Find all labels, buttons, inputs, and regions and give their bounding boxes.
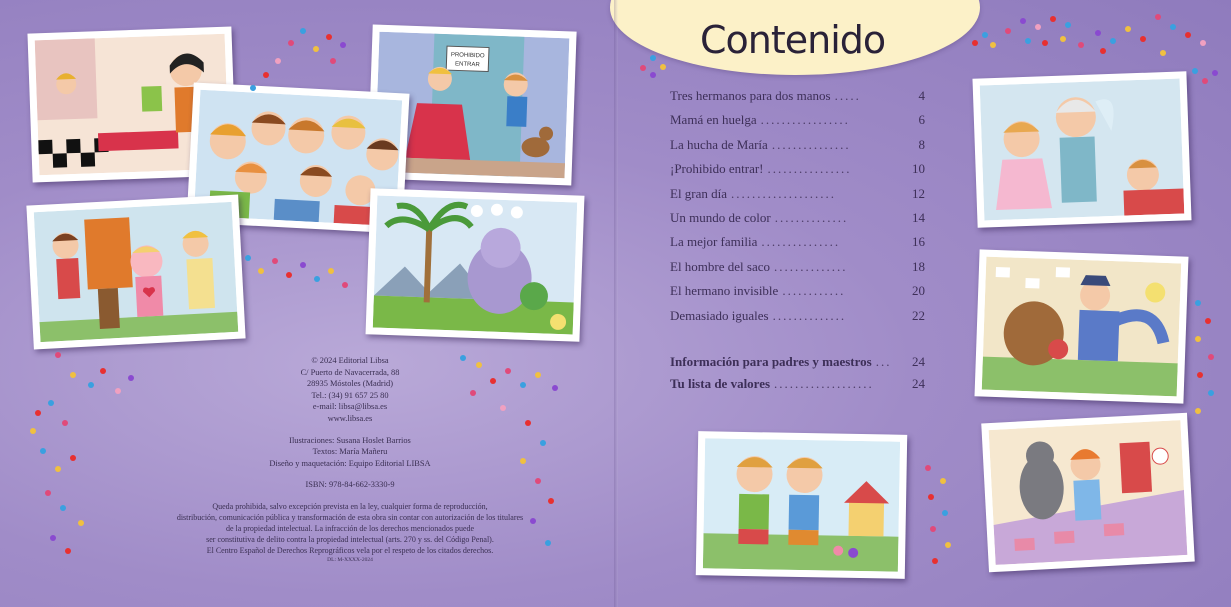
isbn-line: ISBN: 978-84-662-3330-9 <box>305 480 395 490</box>
toc-leader-dots: .................... <box>731 185 837 201</box>
toc-extra-entry[interactable] <box>670 376 925 396</box>
toc-entry[interactable] <box>670 283 925 303</box>
toc-leader-dots: ............... <box>771 136 851 152</box>
legal-line-2: distribución, comunicación pública y transformación de esta obra sin contar con autorización de los titulares <box>176 512 524 522</box>
door-sign-line1: PROHIBIDO <box>450 52 485 60</box>
toc-entry[interactable] <box>670 259 925 279</box>
toc-entry-page: 24 <box>912 354 925 369</box>
toc-entry-title: El gran día <box>670 185 728 201</box>
phone-line: Tel.: (34) 91 657 25 80 <box>311 390 389 400</box>
toc-entry-title: Información para padres y maestros <box>670 354 872 369</box>
illustration-invisible-brother <box>981 413 1195 573</box>
toc-leader-dots: ................... <box>774 376 874 391</box>
author-line: Textos: María Mañeru <box>312 447 388 457</box>
illustration-baby-and-family <box>26 195 245 350</box>
toc-leader-dots: ... <box>875 354 892 369</box>
contents-title: Contenido <box>700 18 886 62</box>
publisher-line: © 2024 Editorial Libsa <box>311 356 389 365</box>
toc-leader-dots: ............... <box>761 234 841 250</box>
toc-entry[interactable] <box>670 88 925 108</box>
toc-entry-title: La hucha de María <box>670 136 768 152</box>
legal-line-4: ser constitutiva de delito contra la propiedad intelectual (arts. 270 y ss. del Código Penal). <box>206 534 494 544</box>
toc-leader-dots: .............. <box>774 210 849 225</box>
toc-entry-page: 20 <box>912 283 925 299</box>
toc-leader-dots: .............. <box>772 307 847 323</box>
toc-entry[interactable] <box>670 186 925 206</box>
toc-entry-title: Tres hermanos para dos manos <box>670 88 831 103</box>
toc-entry-title: Demasiado iguales <box>670 307 769 323</box>
toc-leader-dots: ............ <box>782 283 846 299</box>
toc-entry-title: La mejor familia <box>670 234 758 250</box>
illustration-hippo-jungle <box>366 188 585 341</box>
toc-entry-title: ¡Prohibido entrar! <box>670 161 764 177</box>
copyright-credits <box>140 355 560 564</box>
door-sign-line2: ENTRAR <box>454 61 480 69</box>
email-line: e-mail: libsa@libsa.es <box>312 402 388 412</box>
legal-deposit-line: DL: M-XXXX-2024 <box>327 556 373 563</box>
toc-entry-page: 22 <box>912 307 925 323</box>
toc-entry-page: 6 <box>918 112 925 128</box>
legal-line-5: El Centro Español de Derechos Reprográficos vela por el respeto de los citados derechos. <box>206 545 494 555</box>
address-line: C/ Puerto de Navacerrada, 88 <box>300 367 400 377</box>
toc-entry-page: 24 <box>912 376 925 391</box>
illustration-grandparents <box>972 71 1191 227</box>
toc-leader-dots: .............. <box>774 258 848 274</box>
toc-leader-dots: ..... <box>834 88 861 103</box>
toc-entry-title: El hermano invisible <box>670 283 779 299</box>
toc-entry[interactable] <box>670 161 925 181</box>
toc-entry[interactable] <box>670 234 925 254</box>
toc-entry-page: 12 <box>912 185 925 201</box>
toc-entry[interactable] <box>670 137 925 157</box>
toc-leader-dots: ................. <box>760 112 850 128</box>
toc-leader-dots: ................ <box>767 161 852 177</box>
toc-entry-page: 10 <box>912 161 925 177</box>
toc-entry-title: Un mundo de color <box>670 210 771 225</box>
toc-entry[interactable] <box>670 112 925 132</box>
toc-entry-title: Mamá en huelga <box>670 112 757 128</box>
city-line: 28935 Móstoles (Madrid) <box>306 379 394 389</box>
toc-entry[interactable] <box>670 308 925 328</box>
illustration-two-boys-handshake <box>696 431 907 579</box>
toc-entry-title: El hombre del saco <box>670 258 770 274</box>
toc-entry-page: 18 <box>912 258 925 274</box>
toc-entry-page: 8 <box>918 136 925 152</box>
toc-entry-page: 16 <box>912 234 925 250</box>
legal-line-1: Queda prohibida, salvo excepción prevista en la ley, cualquier forma de reproducción, <box>212 501 488 511</box>
legal-line-3: de la propiedad intelectual. La infracción de los derechos mencionados puede <box>225 523 475 533</box>
toc-entry-page: 4 <box>918 88 925 103</box>
toc-extra-entry[interactable] <box>670 354 925 374</box>
toc-entry[interactable] <box>670 210 925 230</box>
illustrator-line: Ilustraciones: Susana Hoslet Barrios <box>289 435 411 445</box>
toc-entry-page: 14 <box>912 210 925 225</box>
design-line: Diseño y maquetación: Equipo Editorial LIBSA <box>269 458 431 468</box>
illustration-hombre-del-saco <box>974 249 1188 403</box>
toc-entry-title: Tu lista de valores <box>670 376 771 391</box>
website-line: www.libsa.es <box>327 413 373 423</box>
